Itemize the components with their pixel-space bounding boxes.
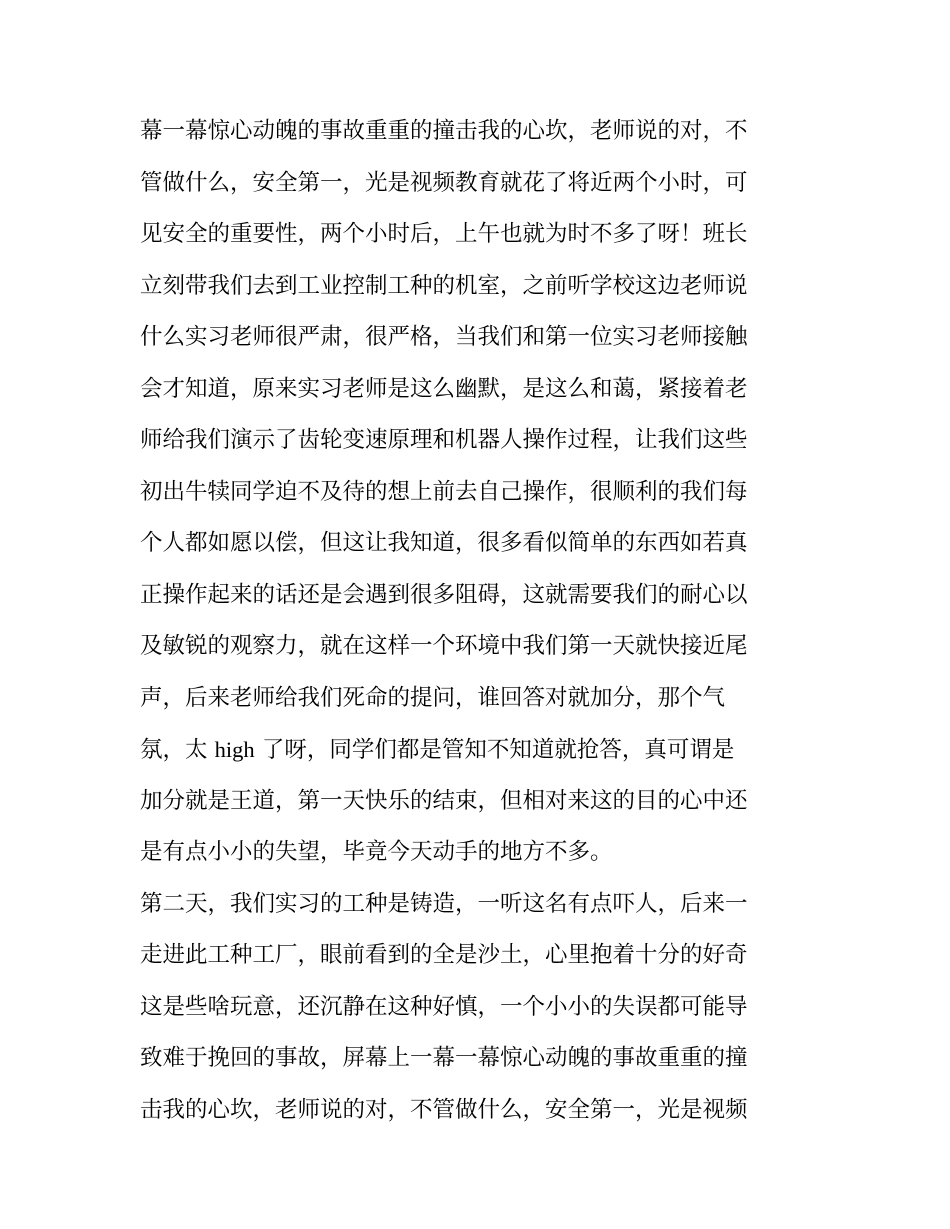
text-line: 第二天，我们实习的工种是铸造，一听这名有点吓人，后来一	[140, 890, 748, 917]
text-segment: 了呀，同学们都是管知不知道就抢答，真可谓是	[254, 737, 735, 763]
text-line: 加分就是王道，第一天快乐的结束，但相对来这的目的心中还	[140, 787, 748, 814]
text-line: 走进此工种工厂，眼前看到的全是沙土，心里抱着十分的好奇	[140, 942, 748, 968]
text-line: 正操作起来的话还是会遇到很多阻碍，这就需要我们的耐心以	[140, 581, 748, 608]
text-line: 致难于挽回的事故，屏幕上一幕一幕惊心动魄的事故重重的撞	[140, 1045, 748, 1071]
text-line: 立刻带我们去到工业控制工种的机室，之前听学校这边老师说	[140, 272, 748, 299]
text-line: 会才知道，原来实习老师是这么幽默，是这么和蔼，紧接着老	[140, 375, 748, 402]
paragraph-2	[140, 879, 820, 1137]
text-line: 管做什么，安全第一，光是视频教育就花了将近两个小时，可	[140, 169, 748, 196]
text-line: 这是些啥玩意，还沉静在这种好慎，一个小小的失误都可能导	[140, 993, 748, 1020]
text-line: 及敏锐的观察力，就在这样一个环境中我们第一天就快接近尾	[140, 633, 748, 659]
text-line: 击我的心坎，老师说的对，不管做什么，安全第一，光是视频	[140, 1096, 748, 1123]
text-line: 声，后来老师给我们死命的提问，谁回答对就加分，那个气	[140, 684, 726, 711]
body-text	[140, 106, 820, 1136]
text-line: 是有点小小的失望，毕竟今天动手的地方不多。	[140, 839, 613, 865]
text-line: 初出牛犊同学迫不及待的想上前去自己操作，很顺利的我们每	[140, 478, 748, 505]
text-line: 什么实习老师很严肃，很严格，当我们和第一位实习老师接触	[140, 324, 748, 350]
text-line	[140, 724, 820, 776]
text-line: 幕一幕惊心动魄的事故重重的撞击我的心坎，老师说的对，不	[140, 118, 748, 144]
text-line: 个人都如愿以偿，但这让我知道，很多看似简单的东西如若真	[140, 530, 748, 556]
text-line: 师给我们演示了齿轮变速原理和机器人操作过程，让我们这些	[140, 427, 748, 453]
text-line: 见安全的重要性，两个小时后，上午也就为时不多了呀！班长	[140, 221, 748, 247]
paragraph-1	[140, 106, 820, 879]
english-word: high	[214, 737, 255, 762]
text-segment: 氛，太	[140, 737, 215, 763]
